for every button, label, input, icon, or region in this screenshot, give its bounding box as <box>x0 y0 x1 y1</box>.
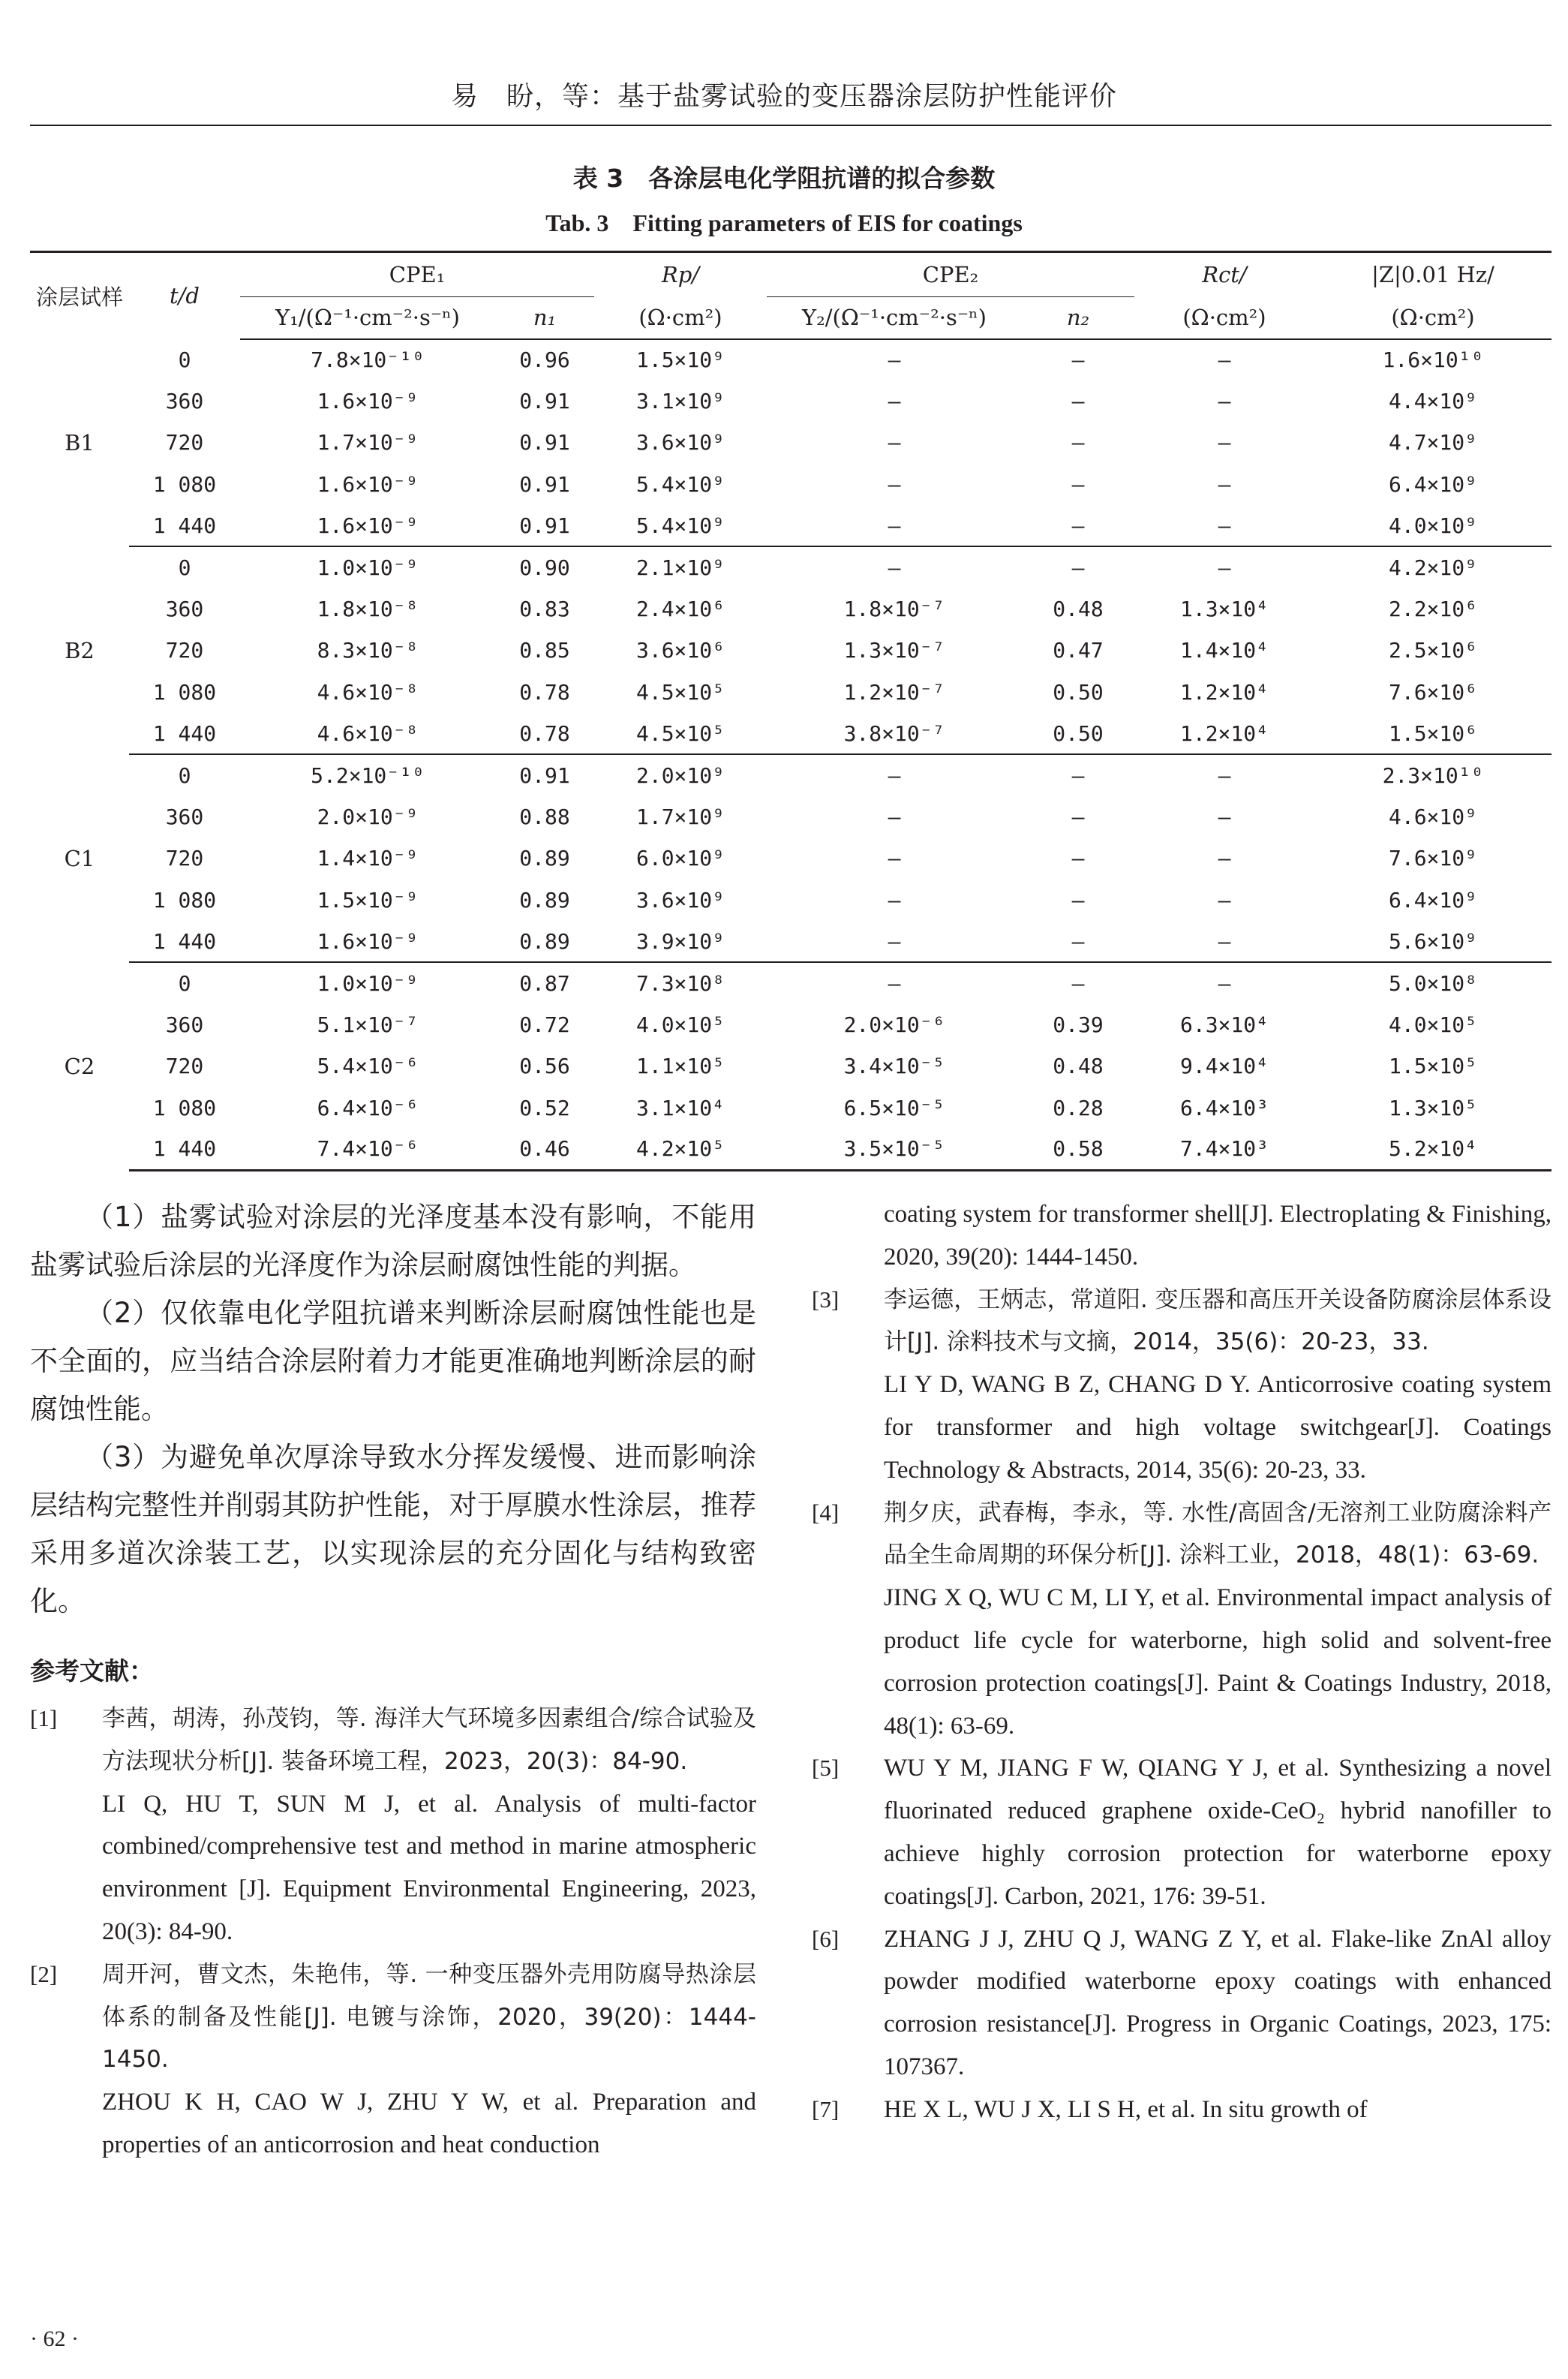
header-rp: Rp/ <box>594 252 767 297</box>
rct-cell: — <box>1134 921 1314 962</box>
y2-cell: 3.5×10⁻⁵ <box>767 1129 1022 1170</box>
header-n2: n₂ <box>1022 297 1134 339</box>
reference-item <box>30 1698 756 1953</box>
impedance-cell: 4.7×10⁹ <box>1388 430 1477 456</box>
rp-cell: 3.6×10⁶ <box>635 638 725 663</box>
table-row <box>30 1045 1551 1087</box>
n1-cell: 0.78 <box>519 679 570 705</box>
impedance-cell: 4.4×10⁹ <box>1388 389 1477 414</box>
rp-cell: 3.9×10⁹ <box>594 921 767 962</box>
rct-cell: 7.4×10³ <box>1134 1129 1314 1170</box>
y2-cell: — <box>888 555 901 581</box>
y2-cell: — <box>888 389 901 414</box>
table-row <box>30 339 1551 380</box>
rp-cell: 1.1×10⁵ <box>635 1054 725 1079</box>
time-cell: 1 440 <box>129 1129 240 1170</box>
impedance-cell: 2.2×10⁶ <box>1388 597 1477 622</box>
right-column <box>812 1193 1551 2131</box>
y1-cell: 1.6×10⁻⁹ <box>240 921 495 962</box>
y1-cell: 8.3×10⁻⁸ <box>317 638 419 663</box>
reference-item <box>812 2089 1551 2131</box>
rct-cell: 1.4×10⁴ <box>1179 638 1269 663</box>
table-row <box>30 380 1551 422</box>
running-header: 易 盼，等：基于盐雾试验的变压器涂层防护性能评价 <box>450 81 1117 112</box>
reference-item <box>812 1747 1551 1917</box>
rp-cell: 3.1×10⁴ <box>635 1095 725 1120</box>
table-caption-cn: 表 3 各涂层电化学阻抗谱的拟合参数 <box>572 164 996 193</box>
rct-cell: — <box>1134 505 1314 546</box>
impedance-cell: 2.5×10⁶ <box>1388 638 1477 663</box>
n2-cell: — <box>1071 763 1085 789</box>
y2-cell: 1.8×10⁻⁷ <box>843 597 945 622</box>
impedance-cell: 2.3×10¹⁰ <box>1382 763 1484 789</box>
table-row <box>30 464 1551 505</box>
time-cell: 360 <box>165 389 204 414</box>
n1-cell: 0.88 <box>519 804 570 829</box>
impedance-cell: 1.3×10⁵ <box>1388 1095 1477 1120</box>
header-n1: n₁ <box>495 297 594 339</box>
n1-cell: 0.52 <box>519 1095 570 1120</box>
n2-cell: 0.28 <box>1053 1095 1104 1120</box>
n1-cell: 0.91 <box>495 505 594 546</box>
header-cpe1: CPE₁ <box>240 252 594 297</box>
table-row <box>30 1129 1551 1170</box>
time-cell: 0 <box>178 971 191 997</box>
n2-cell: 0.58 <box>1022 1129 1134 1170</box>
rp-cell: 3.6×10⁹ <box>635 430 725 456</box>
n2-cell: — <box>1022 921 1134 962</box>
reference-en: WU Y M, JIANG F W, QIANG Y J, et al. Synthesizing a novel fluorinated reduced graphene oxide-CeO₂ hybrid nanofiller to achieve highly corrosion protection for waterborne epoxy coatings[J]. Carbon, 2021, 176: 39-51. <box>884 1755 1551 1910</box>
time-cell: 720 <box>165 1054 204 1079</box>
rct-cell: 6.3×10⁴ <box>1179 1012 1269 1037</box>
table-row <box>30 546 1551 588</box>
y1-cell: 1.5×10⁻⁹ <box>317 887 419 913</box>
table-row <box>30 1004 1551 1045</box>
y2-cell: — <box>888 804 901 829</box>
reference-cn: 李运德，王炳志，常道阳. 变压器和高压开关设备防腐涂层体系设计[J]. 涂料技术与文摘，2014，35(6)：20-23，33. <box>884 1286 1551 1356</box>
rct-cell: — <box>1218 389 1231 414</box>
time-cell: 1 440 <box>129 713 240 754</box>
n1-cell: 0.89 <box>519 887 570 913</box>
n1-cell: 0.91 <box>519 430 570 456</box>
conclusion-paragraph: （1）盐雾试验对涂层的光泽度基本没有影响，不能用盐雾试验后涂层的光泽度作为涂层耐腐蚀性能的判据。 <box>30 1201 756 1281</box>
time-cell: 0 <box>178 347 191 372</box>
rp-cell: 2.1×10⁹ <box>635 555 725 581</box>
rct-cell: — <box>1218 347 1231 373</box>
n2-cell: — <box>1071 971 1085 997</box>
left-column <box>30 1193 756 2167</box>
table-body <box>30 339 1551 1171</box>
rp-cell: 3.1×10⁹ <box>635 389 725 414</box>
time-cell: 720 <box>165 846 204 871</box>
sample-cell: B1 <box>65 429 95 456</box>
n2-cell: 0.47 <box>1053 638 1104 663</box>
impedance-cell: 6.4×10⁹ <box>1388 887 1477 913</box>
table-row <box>30 921 1551 962</box>
rct-cell: 1.2×10⁴ <box>1134 713 1314 754</box>
n1-cell: 0.78 <box>495 713 594 754</box>
impedance-cell: 1.5×10⁶ <box>1314 713 1551 754</box>
impedance-cell: 5.0×10⁸ <box>1388 971 1477 997</box>
rp-cell: 3.6×10⁹ <box>635 887 725 913</box>
impedance-cell: 6.4×10⁹ <box>1388 471 1477 497</box>
n2-cell: — <box>1071 887 1085 913</box>
rp-cell: 7.3×10⁸ <box>635 971 725 997</box>
reference-number: [1] <box>30 1705 58 1731</box>
reference-cn: 李茜，胡涛，孙茂钧，等. 海洋大气环境多因素组合/综合试验及方法现状分析[J]. 装备环境工程，2023，20(3)：84-90. <box>102 1705 756 1775</box>
time-cell: 1 080 <box>152 471 217 497</box>
rp-cell: 4.5×10⁵ <box>635 679 725 705</box>
rct-cell: — <box>1218 971 1231 997</box>
rp-cell: 1.5×10⁹ <box>635 347 725 373</box>
table-row <box>30 422 1551 463</box>
rct-cell: — <box>1218 471 1231 497</box>
table-row <box>30 796 1551 838</box>
y1-cell: 4.6×10⁻⁸ <box>240 713 495 754</box>
n2-cell: — <box>1022 505 1134 546</box>
rp-cell: 2.4×10⁶ <box>635 597 725 622</box>
y1-cell: 7.8×10⁻¹⁰ <box>311 347 425 373</box>
y2-cell: 2.0×10⁻⁶ <box>843 1012 945 1037</box>
impedance-cell: 4.0×10⁵ <box>1388 1012 1477 1037</box>
time-cell: 1 080 <box>152 679 217 705</box>
n2-cell: — <box>1071 846 1085 871</box>
table-row <box>30 962 1551 1003</box>
y1-cell: 1.8×10⁻⁸ <box>317 597 419 622</box>
table-row <box>30 588 1551 630</box>
n2-cell: 0.48 <box>1053 597 1104 622</box>
sample-cell: C2 <box>64 1053 95 1079</box>
y1-cell: 5.4×10⁻⁶ <box>317 1054 419 1079</box>
table-row <box>30 713 1551 754</box>
y2-cell: 6.5×10⁻⁵ <box>843 1095 945 1120</box>
header-sample: 涂层试样 <box>30 252 129 339</box>
reference-item <box>812 1279 1551 1492</box>
n2-cell: 0.50 <box>1022 713 1134 754</box>
table-row <box>30 838 1551 879</box>
time-cell: 360 <box>165 804 204 829</box>
time-cell: 1 080 <box>152 887 217 913</box>
rct-cell: 6.4×10³ <box>1179 1095 1269 1120</box>
eis-fitting-table <box>30 251 1551 1171</box>
conclusion-paragraph: （3）为避免单次厚涂导致水分挥发缓慢、进而影响涂层结构完整性并削弱其防护性能，对于厚膜水性涂层，推荐采用多道次涂装工艺，以实现涂层的充分固化与结构致密化。 <box>30 1441 756 1617</box>
y2-cell: — <box>888 430 901 456</box>
y1-cell: 1.4×10⁻⁹ <box>317 846 419 871</box>
reference-cn: 荆夕庆，武春梅，李永，等. 水性/高固含/无溶剂工业防腐涂料产品全生命周期的环保分析[J]. 涂料工业，2018，48(1)：63-69. <box>884 1499 1551 1569</box>
y2-cell: 3.4×10⁻⁵ <box>843 1054 945 1079</box>
impedance-cell: 7.6×10⁹ <box>1388 846 1477 871</box>
table-row <box>30 505 1551 546</box>
n1-cell: 0.89 <box>519 846 570 871</box>
header-cpe2: CPE₂ <box>767 252 1134 297</box>
n2-cell: — <box>1071 555 1085 581</box>
header-rp-unit: (Ω·cm²) <box>594 297 767 339</box>
y1-cell: 4.6×10⁻⁸ <box>317 679 419 705</box>
y2-cell: — <box>888 971 901 997</box>
reference-number: [4] <box>812 1499 840 1526</box>
y2-cell: 3.8×10⁻⁷ <box>767 713 1022 754</box>
rp-cell: 4.2×10⁵ <box>594 1129 767 1170</box>
time-cell: 0 <box>178 763 191 789</box>
reference-en: HE X L, WU J X, LI S H, et al. In situ growth of <box>884 2095 1368 2123</box>
y1-cell: 7.4×10⁻⁶ <box>240 1129 495 1170</box>
table-row <box>30 754 1551 796</box>
rct-cell: — <box>1218 763 1231 789</box>
time-cell: 0 <box>178 555 191 581</box>
table-row <box>30 630 1551 671</box>
rp-cell: 1.7×10⁹ <box>635 804 725 829</box>
n2-cell: 0.48 <box>1053 1054 1104 1079</box>
reference-number: [7] <box>812 2095 840 2122</box>
header-time: t/d <box>129 252 240 339</box>
reference-en: ZHANG J J, ZHU Q J, WANG Z Y, et al. Flake-like ZnAl alloy powder modified waterborne epoxy coatings with enhanced corrosion resistance[J]. Progress in Organic Coatings, 2023, 175: 107367. <box>884 1925 1551 2080</box>
time-cell: 720 <box>165 638 204 663</box>
conclusion-paragraph: （2）仅依靠电化学阻抗谱来判断涂层耐腐蚀性能也是不全面的，应当结合涂层附着力才能更准确地判断涂层的耐腐蚀性能。 <box>30 1297 756 1425</box>
n1-cell: 0.85 <box>519 638 570 663</box>
y1-cell: 1.6×10⁻⁹ <box>317 471 419 497</box>
n1-cell: 0.91 <box>519 471 570 497</box>
n2-cell: — <box>1071 347 1085 373</box>
header-impedance-unit: (Ω·cm²) <box>1314 297 1551 339</box>
n1-cell: 0.83 <box>519 597 570 622</box>
table-row <box>30 672 1551 713</box>
y2-cell: 1.3×10⁻⁷ <box>843 638 945 663</box>
n1-cell: 0.56 <box>519 1054 570 1079</box>
y2-cell: — <box>888 471 901 497</box>
rct-cell: 9.4×10⁴ <box>1179 1054 1269 1079</box>
rct-cell: 1.2×10⁴ <box>1179 679 1269 705</box>
y2-cell: 1.2×10⁻⁷ <box>843 679 945 705</box>
header-y2: Y₂/(Ω⁻¹·cm⁻²·s⁻ⁿ) <box>767 297 1022 339</box>
reference-number: [6] <box>812 1925 840 1952</box>
sample-cell: C1 <box>64 845 95 871</box>
impedance-cell: 7.6×10⁶ <box>1388 679 1477 705</box>
n2-cell: 0.39 <box>1053 1012 1104 1037</box>
header-rct-unit: (Ω·cm²) <box>1134 297 1314 339</box>
y2-cell: — <box>888 846 901 871</box>
n1-cell: 0.96 <box>519 347 570 373</box>
y2-cell: — <box>888 763 901 789</box>
impedance-cell: 1.6×10¹⁰ <box>1382 347 1484 373</box>
impedance-cell: 4.0×10⁹ <box>1314 505 1551 546</box>
time-cell: 720 <box>165 430 204 456</box>
time-cell: 1 440 <box>129 921 240 962</box>
time-cell: 360 <box>165 597 204 622</box>
y2-cell: — <box>888 347 901 373</box>
rp-cell: 2.0×10⁹ <box>635 763 725 789</box>
n2-cell: — <box>1071 430 1085 456</box>
y2-cell: — <box>888 887 901 913</box>
rp-cell: 5.4×10⁹ <box>594 505 767 546</box>
n1-cell: 0.90 <box>519 555 570 581</box>
y1-cell: 1.6×10⁻⁹ <box>317 389 419 414</box>
n2-cell: — <box>1071 804 1085 829</box>
time-cell: 1 440 <box>129 505 240 546</box>
y1-cell: 1.6×10⁻⁹ <box>240 505 495 546</box>
table-row <box>30 880 1551 921</box>
impedance-cell: 4.6×10⁹ <box>1388 804 1477 829</box>
reference-en: LI Q, HU T, SUN M J, et al. Analysis of multi-factor combined/comprehensive test and method in marine atmospheric environment [J]. Equipment Environmental Engineering, 2023, 20(3): 84-90. <box>102 1790 756 1945</box>
n1-cell: 0.72 <box>519 1012 570 1037</box>
reference-en: ZHOU K H, CAO W J, ZHU Y W, et al. Preparation and properties of an anticorrosion and heat conduction <box>102 2089 756 2158</box>
reference-number: [2] <box>30 1960 58 1987</box>
references-title: 参考文献： <box>30 1656 154 1686</box>
y1-cell: 1.0×10⁻⁹ <box>317 971 419 997</box>
n1-cell: 0.91 <box>519 763 570 789</box>
impedance-cell: 5.2×10⁴ <box>1314 1129 1551 1170</box>
header-y1: Y₁/(Ω⁻¹·cm⁻²·s⁻ⁿ) <box>240 297 495 339</box>
y2-cell: — <box>767 505 1022 546</box>
header-rule <box>30 125 1551 126</box>
rp-cell: 5.4×10⁹ <box>635 471 725 497</box>
reference-cn: 周开河，曹文杰，朱艳伟，等. 一种变压器外壳用防腐导热涂层体系的制备及性能[J]. 电镀与涂饰，2020，39(20)：1444-1450. <box>102 1960 756 2074</box>
n1-cell: 0.87 <box>519 971 570 997</box>
header-impedance: |Z|0.01 Hz/ <box>1314 252 1551 297</box>
n1-cell: 0.89 <box>495 921 594 962</box>
rct-cell: — <box>1218 555 1231 581</box>
table-caption-en: Tab. 3 Fitting parameters of EIS for coatings <box>545 209 1023 236</box>
rct-cell: — <box>1218 887 1231 913</box>
y1-cell: 2.0×10⁻⁹ <box>317 804 419 829</box>
reference-continuation: coating system for transformer shell[J]. Electroplating & Finishing, 2020, 39(20): 1444-1450. <box>884 1201 1551 1271</box>
reference-item <box>30 1953 756 2167</box>
rp-cell: 4.0×10⁵ <box>635 1012 725 1037</box>
n2-cell: — <box>1071 471 1085 497</box>
y1-cell: 1.0×10⁻⁹ <box>317 555 419 581</box>
table-row <box>30 1087 1551 1129</box>
n2-cell: — <box>1071 389 1085 414</box>
time-cell: 360 <box>165 1012 204 1037</box>
y1-cell: 5.2×10⁻¹⁰ <box>311 763 425 789</box>
reference-item <box>812 1918 1551 2089</box>
y1-cell: 1.7×10⁻⁹ <box>317 430 419 456</box>
rp-cell: 6.0×10⁹ <box>635 846 725 871</box>
time-cell: 1 080 <box>152 1095 217 1120</box>
page-number: · 62 · <box>30 2326 79 2351</box>
reference-item <box>812 1492 1551 1748</box>
header-rct: Rct/ <box>1134 252 1314 297</box>
rct-cell: — <box>1218 804 1231 829</box>
y2-cell: — <box>767 921 1022 962</box>
reference-number: [5] <box>812 1755 840 1782</box>
sample-cell: B2 <box>65 637 95 663</box>
reference-number: [3] <box>812 1286 840 1313</box>
n1-cell: 0.46 <box>495 1129 594 1170</box>
reference-en: JING X Q, WU C M, LI Y, et al. Environmental impact analysis of product life cycle for waterborne, high solid and solvent-free corrosion protection coatings[J]. Paint & Coatings Industry, 2018, 48(1): 63-69. <box>884 1584 1551 1740</box>
impedance-cell: 1.5×10⁵ <box>1388 1054 1477 1079</box>
impedance-cell: 4.2×10⁹ <box>1388 555 1477 581</box>
rct-cell: — <box>1218 430 1231 456</box>
y1-cell: 5.1×10⁻⁷ <box>317 1012 419 1037</box>
y1-cell: 6.4×10⁻⁶ <box>317 1095 419 1120</box>
rct-cell: 1.3×10⁴ <box>1179 597 1269 622</box>
impedance-cell: 5.6×10⁹ <box>1314 921 1551 962</box>
rct-cell: — <box>1218 846 1231 871</box>
n1-cell: 0.91 <box>519 389 570 414</box>
rp-cell: 4.5×10⁵ <box>594 713 767 754</box>
n2-cell: 0.50 <box>1053 679 1104 705</box>
reference-en: LI Y D, WANG B Z, CHANG D Y. Anticorrosive coating system for transformer and high voltage switchgear[J]. Coatings Technology & Abstracts, 2014, 35(6): 20-23, 33. <box>884 1371 1551 1484</box>
